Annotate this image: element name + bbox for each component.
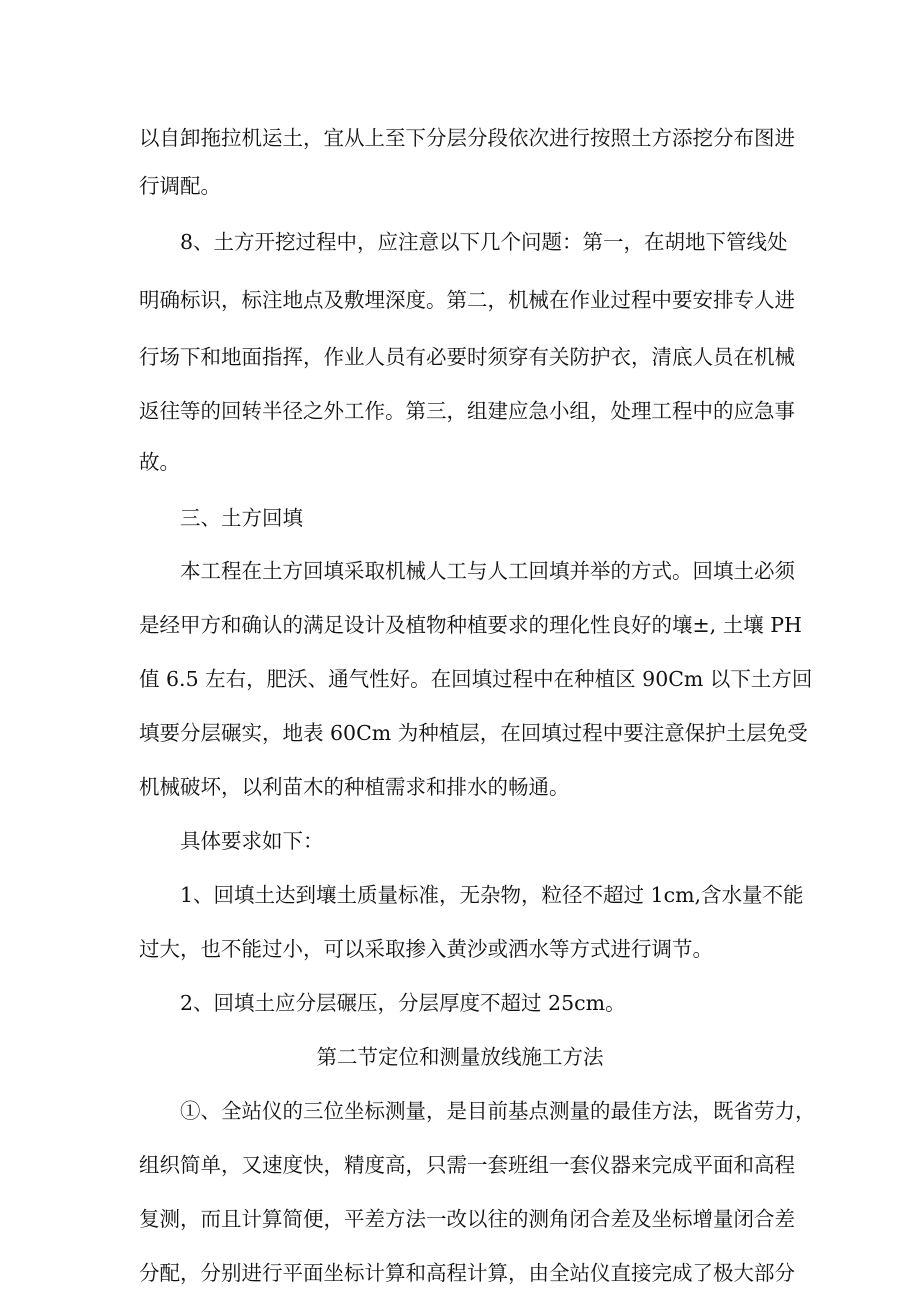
text-line: 填要分层碾实，地表 60Cm 为种植层，在回填过程中要注意保护土层免受	[139, 721, 808, 745]
text-line: 明确标识，标注地点及敷埋深度。第二，机械在作业过程中要安排专人进	[139, 288, 795, 312]
text-line: 过大，也不能过小，可以采取掺入黄沙或洒水等方式进行调节。	[139, 937, 713, 961]
text-line: 复测，而且计算简便，平差方法一改以往的测角闭合差及坐标增量闭合差	[139, 1207, 795, 1231]
paragraph-line: 1、回填土达到壤土质量标准，无杂物，粒径不超过 1cm,含水量不能	[180, 883, 804, 907]
text-line: 机械破坏，以利苗木的种植需求和排水的畅通。	[139, 775, 570, 799]
text-line: 行调配。	[139, 174, 221, 198]
text-line: 分配，分别进行平面坐标计算和高程计算，由全站仪直接完成了极大部分	[139, 1261, 795, 1285]
text-line: 返往等的回转半径之外工作。第三，组建应急小组，处理工程中的应急事	[139, 399, 795, 423]
paragraph-line: ①、全站仪的三位坐标测量，是目前基点测量的最佳方法，既省劳力，	[180, 1099, 816, 1123]
text-line: 组织简单，又速度快，精度高，只需一套班组一套仪器来完成平面和高程	[139, 1153, 795, 1177]
text-line: 以自卸拖拉机运土，宜从上至下分层分段依次进行按照土方添挖分布图进	[139, 126, 795, 150]
paragraph-line: 2、回填土应分层碾压，分层厚度不超过 25cm。	[180, 991, 626, 1015]
section-title: 第二节定位和测量放线施工方法	[316, 1045, 604, 1069]
text-line: 值 6.5 左右，肥沃、通气性好。在回填过程中在种植区 90Cm 以下土方回	[139, 667, 813, 691]
text-line: 是经甲方和确认的满足设计及植物种植要求的理化性良好的壤±, 土壤 PH	[139, 613, 802, 637]
text-line: 行场下和地面指挥，作业人员有必要时须穿有关防护衣，清底人员在机械	[139, 345, 795, 369]
section-heading: 三、土方回填	[180, 506, 303, 530]
paragraph-line: 8、土方开挖过程中，应注意以下几个问题：第一，在胡地下管线处	[180, 230, 788, 254]
paragraph-line: 本工程在土方回填采取机械人工与人工回填并举的方式。回填土必须	[180, 559, 795, 583]
text-line: 故。	[139, 450, 180, 474]
paragraph-line: 具体要求如下：	[180, 829, 324, 853]
